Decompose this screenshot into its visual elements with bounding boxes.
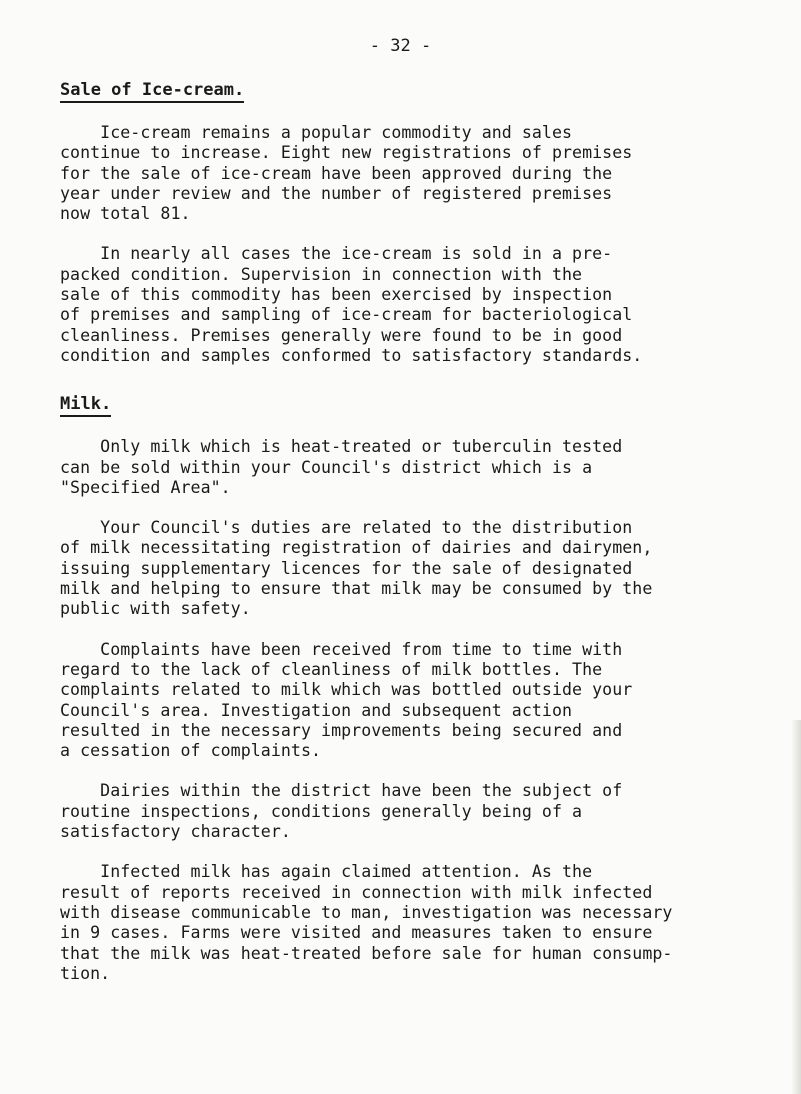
paragraph: Infected milk has again claimed attention. As the result of reports received in connection with milk infected with disease communicable to man, investigation was necessary in 9 cases. Farms were visited and measures taken to ensure that the milk was heat-treated before sale for human consump- tion. <box>60 862 673 983</box>
page-edge-shadow <box>791 720 801 1094</box>
section-heading-milk: Milk. <box>60 394 111 417</box>
section-heading-ice-cream: Sale of Ice-cream. <box>60 80 244 103</box>
paragraph: Ice-cream remains a popular commodity and sales continue to increase. Eight new registrations of premises for the sale of ice-cream have been approved during the year under review and the number of registered premises now total 81. <box>60 123 633 224</box>
paragraph: Dairies within the district have been the subject of routine inspections, conditions generally being of a satisfactory character. <box>60 781 623 842</box>
paragraph: Only milk which is heat-treated or tuberculin tested can be sold within your Council's district which is a "Specified Area". <box>60 437 623 497</box>
page-number: - 32 - <box>369 36 432 56</box>
document-body <box>60 80 770 984</box>
paragraph: Your Council's duties are related to the distribution of milk necessitating registration of dairies and dairymen, issuing supplementary licences for the sale of designated milk and helping to ensure that milk may be consumed by the public with safety. <box>60 518 653 619</box>
section-ice-cream <box>60 80 770 366</box>
section-milk <box>60 394 770 984</box>
paragraph: Complaints have been received from time to time with regard to the lack of cleanliness of milk bottles. The complaints related to milk which was bottled outside your Council's area. Investigation and subsequent action resulted in the necessary improvements being secured and a cessation of complaints. <box>60 639 633 761</box>
paragraph: In nearly all cases the ice-cream is sold in a pre- packed condition. Supervision in connection with the sale of this commodity has been exercised by inspection of premises and sampling of ice-cream for bacteriological cleanliness. Premises generally were found to be in good condition and samples conformed to satisfactory standards. <box>60 244 643 365</box>
